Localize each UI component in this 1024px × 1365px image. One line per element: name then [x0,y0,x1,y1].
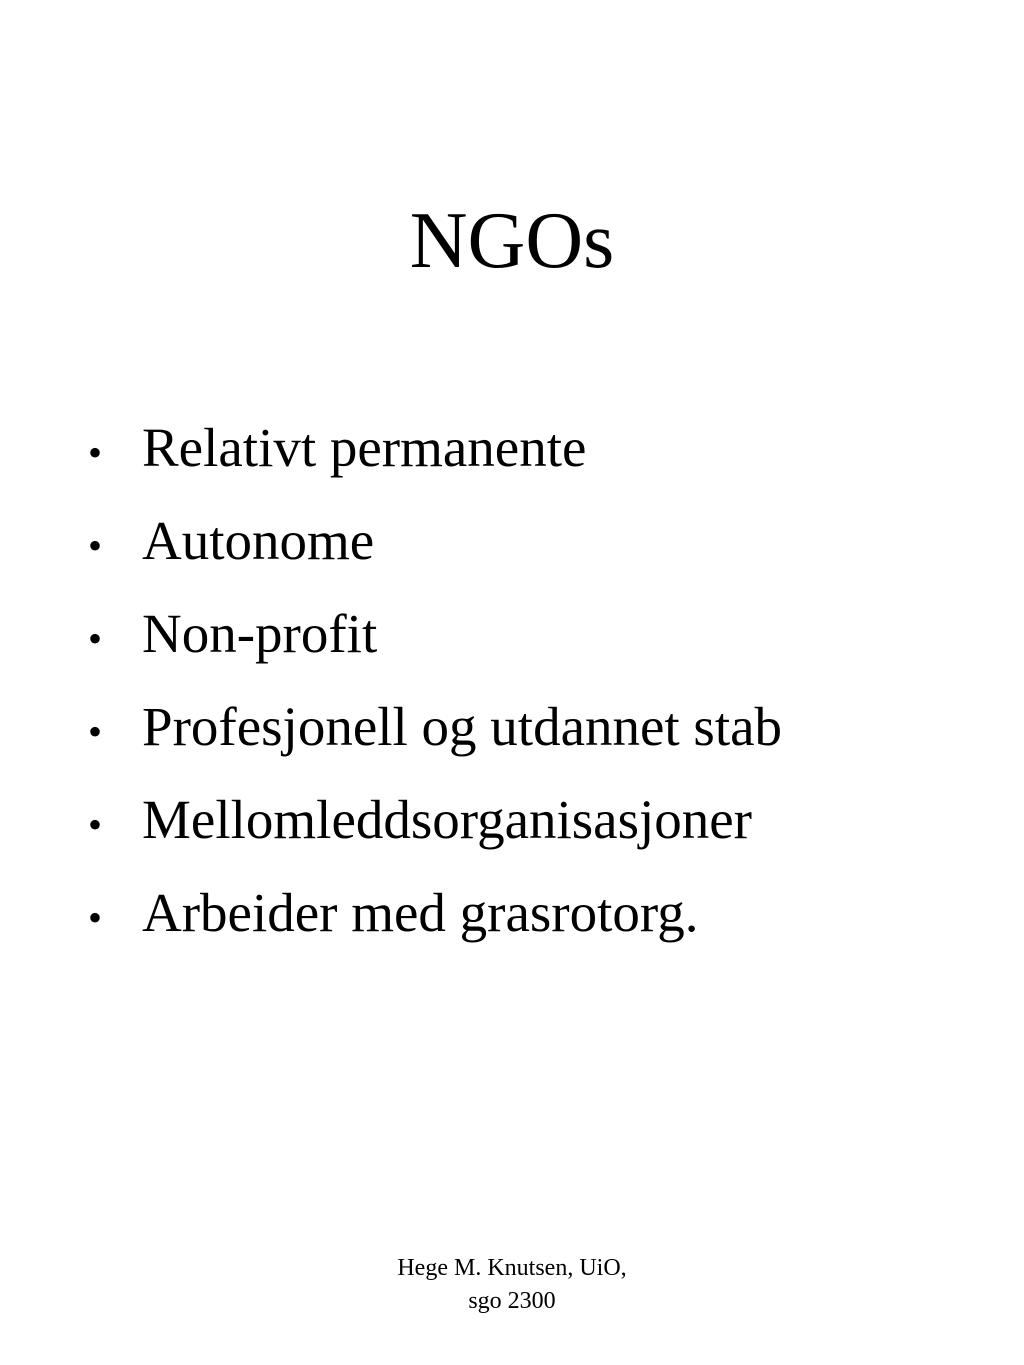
bullet-text: Profesjonell og utdannet stab [142,696,783,757]
footer-course: sgo 2300 [468,1288,556,1314]
bullet-text: Autonome [142,510,375,571]
bullet-icon: • [88,895,103,940]
slide-footer [0,1252,1024,1318]
bullet-item [88,776,782,869]
bullet-item [88,590,782,683]
bullet-icon: • [88,709,103,754]
bullet-text: Mellomleddsorganisasjoner [142,789,752,850]
bullet-list [88,404,782,962]
bullet-item [88,404,782,497]
footer-author: Hege M. Knutsen, UiO, [397,1255,627,1281]
bullet-icon: • [88,523,103,568]
bullet-icon: • [88,802,103,847]
bullet-text: Arbeider med grasrotorg. [142,882,699,943]
slide-title: NGOs [409,197,615,285]
bullet-text: Non-profit [142,603,378,664]
bullet-item [88,869,782,962]
bullet-icon: • [88,430,103,475]
bullet-icon: • [88,616,103,661]
bullet-item [88,497,782,590]
bullet-text: Relativt permanente [142,417,587,478]
bullet-item [88,683,782,776]
